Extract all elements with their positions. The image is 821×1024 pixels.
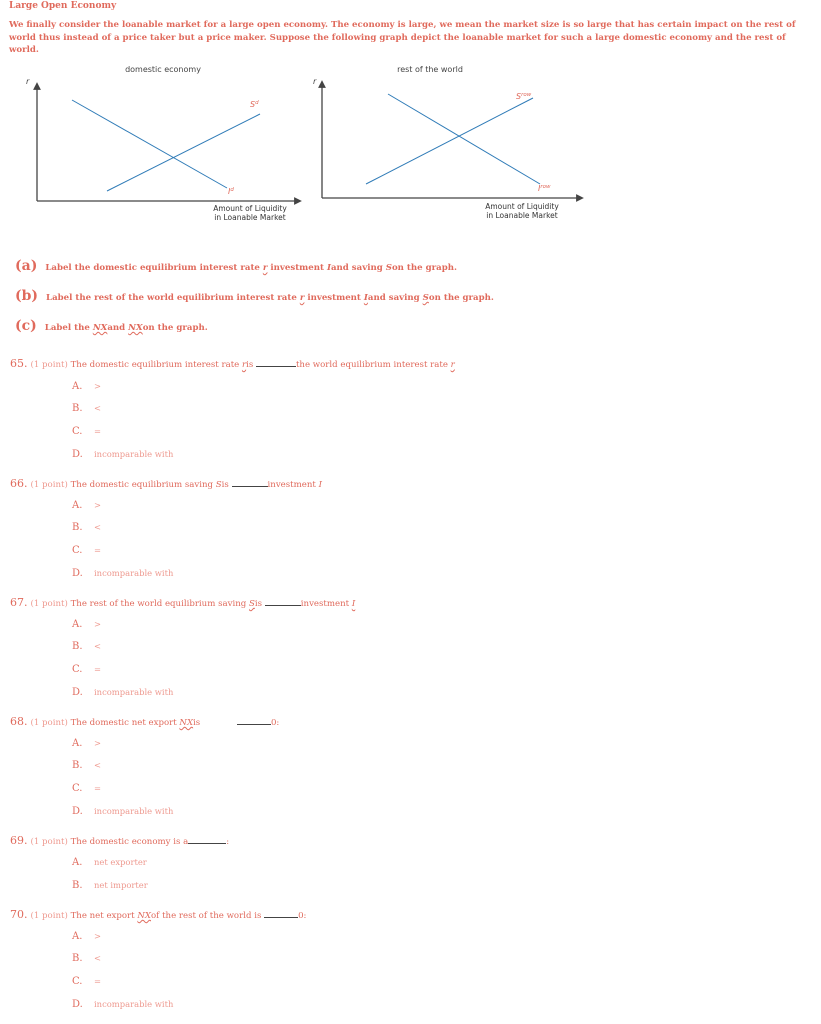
row-x-label-line2: in Loanable Market xyxy=(486,211,558,220)
q65-option-b[interactable]: B. < xyxy=(72,403,102,414)
answer-blank-69[interactable] xyxy=(188,842,226,844)
q65-option-a[interactable]: A. > xyxy=(72,381,102,392)
loanable-market-graphs xyxy=(0,60,821,230)
part-a: (a) Label the domestic equilibrium interest rate r investment Iand saving Son the graph. xyxy=(15,258,457,274)
question-69: 69. (1 point) The domestic economy is a : xyxy=(10,834,230,847)
row-y-label: r xyxy=(313,77,317,86)
q66-option-d[interactable]: D. incomparable with xyxy=(72,568,174,579)
domestic-supply-label: $S^d$ xyxy=(250,100,259,109)
q68-option-a[interactable]: A. > xyxy=(72,738,102,749)
row-graph-title: rest of the world xyxy=(397,65,463,74)
page-title: Large Open Economy xyxy=(9,1,117,11)
answer-blank-65[interactable] xyxy=(256,365,296,367)
answer-blank-68[interactable] xyxy=(237,723,271,725)
q66-option-b[interactable]: B. < xyxy=(72,522,102,533)
part-b: (b) Label the rest of the world equilibrium interest rate r investment Iand saving Son the graph. xyxy=(15,288,494,304)
domestic-x-label-line1: Amount of Liquidity xyxy=(213,204,287,213)
row-demand-curve xyxy=(388,94,540,184)
q69-option-b[interactable]: B. net importer xyxy=(72,880,148,891)
intro-paragraph: We finally consider the loanable market for a large open economy. The economy is large, we mean the market size is so large that has certain impact on the rest of world thus instead of a price taker but a price maker. Suppose the following graph depict the loanable market for such a large domestic economy and the rest of world. xyxy=(9,20,796,55)
domestic-x-label-line2: in Loanable Market xyxy=(214,213,286,222)
row-supply-label: $S^{row}$ xyxy=(516,92,532,101)
domestic-graph-title: domestic economy xyxy=(125,65,201,74)
q70-option-c[interactable]: C. = xyxy=(72,976,102,987)
q65-option-c[interactable]: C. = xyxy=(72,426,102,437)
answer-blank-70[interactable] xyxy=(264,916,298,918)
question-68: 68. (1 point) The domestic net export NXis 0: xyxy=(10,715,280,728)
row-demand-label: $I^{row}$ xyxy=(538,184,551,193)
question-67: 67. (1 point) The rest of the world equilibrium saving Sis investment I xyxy=(10,596,356,609)
q67-option-a[interactable]: A. > xyxy=(72,619,102,630)
q67-option-b[interactable]: B. < xyxy=(72,641,102,652)
answer-blank-66[interactable] xyxy=(232,485,268,487)
q69-option-a[interactable]: A. net exporter xyxy=(72,857,147,868)
domestic-demand-curve xyxy=(72,100,227,188)
q70-option-b[interactable]: B. < xyxy=(72,953,102,964)
row-graph xyxy=(313,65,580,220)
row-x-label-line1: Amount of Liquidity xyxy=(485,202,559,211)
domestic-y-label: r xyxy=(26,77,30,86)
domestic-demand-label: $I^d$ xyxy=(228,187,234,196)
q67-option-c[interactable]: C. = xyxy=(72,664,102,675)
q65-option-d[interactable]: D. incomparable with xyxy=(72,449,174,460)
domestic-graph xyxy=(26,65,298,222)
domestic-supply-curve xyxy=(107,114,260,191)
q66-option-c[interactable]: C. = xyxy=(72,545,102,556)
answer-blank-67[interactable] xyxy=(265,604,301,606)
q66-option-a[interactable]: A. > xyxy=(72,500,102,511)
q68-option-c[interactable]: C. = xyxy=(72,783,102,794)
question-65: 65. (1 point) The domestic equilibrium interest rate ris the world equilibrium interest rate r xyxy=(10,357,455,370)
q68-option-b[interactable]: B. < xyxy=(72,760,102,771)
q70-option-a[interactable]: A. > xyxy=(72,931,102,942)
question-70: 70. (1 point) The net export NXof the rest of the world is 0: xyxy=(10,908,307,921)
q70-option-d[interactable]: D. incomparable with xyxy=(72,999,174,1010)
part-c: (c) Label the NXand NXon the graph. xyxy=(15,318,208,334)
q67-option-d[interactable]: D. incomparable with xyxy=(72,687,174,698)
q68-option-d[interactable]: D. incomparable with xyxy=(72,806,174,817)
question-66: 66. (1 point) The domestic equilibrium saving Sis investment I xyxy=(10,477,322,490)
row-supply-curve xyxy=(366,98,533,184)
